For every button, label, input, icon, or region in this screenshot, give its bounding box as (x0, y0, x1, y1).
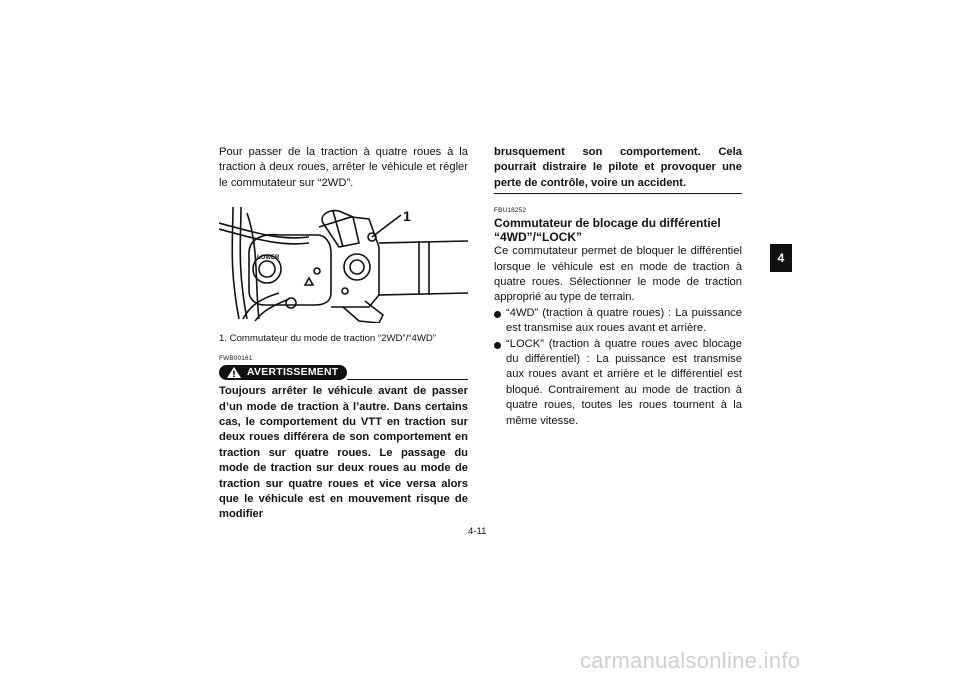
warning-badge (219, 365, 347, 380)
watermark: carmanualsonline.info (580, 648, 801, 673)
bullet-text: “LOCK” (traction à quatre roues avec blocage du différentiel) : La puissance est transmise aux roues avant et arrière et le différentiel est bloqué. Contrairement au mode de traction à quatre roues, toutes les roues tournent à la même vitesse. (506, 337, 742, 427)
figure-callout-number: 1 (403, 208, 411, 225)
section-paragraph: Ce commutateur permet de bloquer le différentiel lorsque le véhicule est en mode de traction à quatre roues. Sélectionner le mode de traction approprié au type de terrain. (494, 245, 742, 304)
lower-label: LOWER (257, 255, 280, 262)
right-column (494, 145, 742, 429)
warning-header (219, 365, 468, 382)
warning-end-rule (494, 193, 742, 194)
warning-body: Toujours arrêter le véhicule avant de passer d’un mode de traction à l’autre. Dans certains cas, le comportement du VTT en traction sur deux roues différera de son comportement en traction sur quatre roues. Le passage du mode de traction sur deux roues au mode de traction sur quatre roues et vice versa alors que le véhicule est en mouvement risque de modifier (219, 385, 468, 521)
bullet-dot-icon (494, 311, 501, 318)
warning-code: FWB00161 (219, 355, 253, 363)
section-heading: Commutateur de blocage du différentiel “4WD”/“LOCK” (494, 216, 721, 245)
bullet-item-lock (494, 337, 742, 429)
bullet-dot-icon (494, 342, 501, 349)
warning-continued: brusquement son comportement. Cela pourrait distraire le pilote et provoquer une perte de contrôle, voire un accident. (494, 146, 742, 189)
figure-caption: 1. Commutateur du mode de traction “2WD”/“4WD” (219, 333, 436, 345)
chapter-tab: 4 (770, 244, 792, 272)
bullet-text: “4WD” (traction à quatre roues) : La puissance est transmise aux roues avant et arrière. (506, 306, 742, 335)
left-column (219, 145, 468, 523)
intro-paragraph: Pour passer de la traction à quatre roues à la traction à deux roues, arrêter le véhicule et régler le commutateur sur “2WD”. (219, 146, 468, 189)
warning-rule (347, 379, 468, 380)
warning-triangle-icon (226, 366, 242, 379)
section-code: FBU18252 (494, 207, 527, 215)
page-number: 4-11 (468, 526, 487, 537)
bullet-item-4wd (494, 306, 742, 337)
handlebar-switch-drawing (219, 207, 468, 323)
warning-label: AVERTISSEMENT (247, 367, 339, 379)
switch-illustration (219, 207, 468, 323)
